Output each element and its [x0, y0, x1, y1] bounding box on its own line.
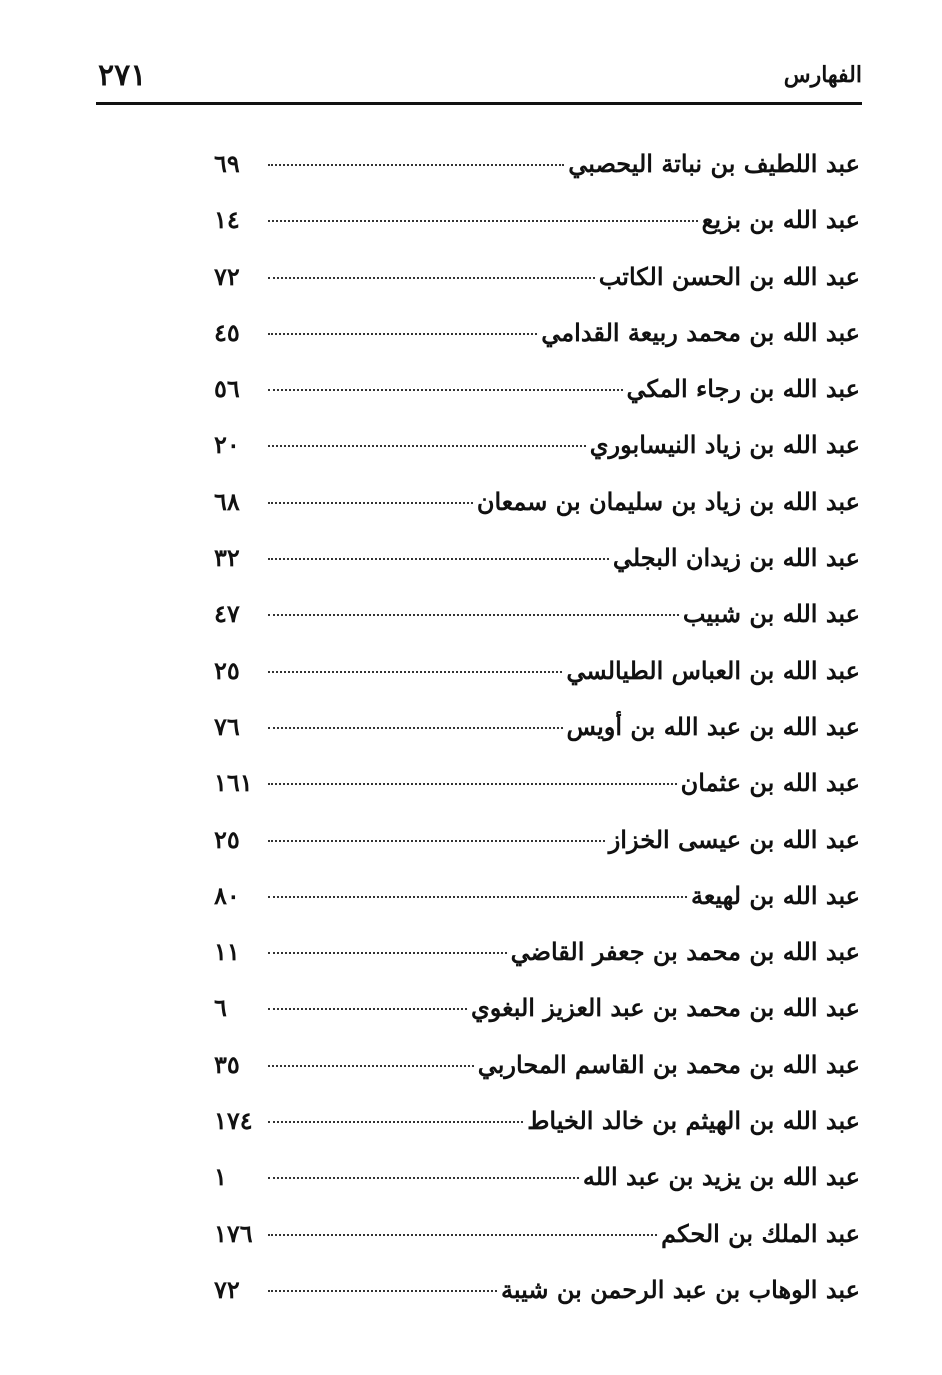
index-entry — [214, 643, 860, 699]
entry-page-number: ٤٧ — [214, 599, 240, 629]
entry-name: عبد الله بن الحسن الكاتب — [598, 261, 860, 291]
entry-name: عبد الله بن محمد بن القاسم المحاربي — [477, 1049, 860, 1079]
entry-page-number: ١٦١ — [214, 768, 253, 798]
index-entry — [214, 192, 860, 248]
entry-page-number: ٦٨ — [214, 486, 240, 516]
index-entry — [214, 361, 860, 417]
entry-name: عبد الله بن محمد ربيعة القدامي — [541, 317, 860, 347]
index-entry-list — [214, 136, 860, 1318]
header-title: الفهارس — [783, 62, 862, 88]
entry-name: عبد الله بن العباس الطيالسي — [566, 655, 860, 685]
entry-page-number: ٥٦ — [214, 374, 240, 404]
dot-leader — [268, 614, 679, 616]
index-entry — [214, 924, 860, 980]
dot-leader — [268, 783, 677, 785]
index-entry — [214, 136, 860, 192]
dot-leader — [268, 1290, 497, 1292]
dot-leader — [268, 952, 507, 954]
entry-name: عبد الله بن يزيد بن عبد الله — [582, 1162, 860, 1192]
entry-name: عبد الله بن رجاء المكي — [626, 374, 860, 404]
entry-name: عبد الله بن محمد بن جعفر القاضي — [510, 937, 860, 967]
dot-leader — [268, 1121, 523, 1123]
dot-leader — [268, 1234, 657, 1236]
index-entry — [214, 1149, 860, 1205]
index-entry — [214, 474, 860, 530]
entry-name: عبد الله بن لهيعة — [690, 880, 860, 910]
dot-leader — [268, 671, 562, 673]
index-entry — [214, 305, 860, 361]
entry-name: عبد الله بن بزيع — [701, 205, 860, 235]
index-entry — [214, 417, 860, 473]
entry-page-number: ١٧٤ — [214, 1106, 253, 1136]
entry-name: عبد الله بن زياد بن سليمان بن سمعان — [476, 486, 860, 516]
entry-page-number: ٤٥ — [214, 317, 240, 347]
entry-page-number: ١ — [214, 1162, 227, 1192]
dot-leader — [268, 1177, 579, 1179]
dot-leader — [268, 502, 473, 504]
entry-name: عبد الله بن الهيثم بن خالد الخياط — [527, 1106, 860, 1136]
page-header — [96, 58, 862, 105]
entry-name: عبد الله بن محمد بن عبد العزيز البغوي — [470, 993, 860, 1023]
entry-page-number: ٢٥ — [214, 655, 240, 685]
index-entry — [214, 530, 860, 586]
entry-page-number: ٧٢ — [214, 1274, 240, 1304]
index-entry — [214, 249, 860, 305]
entry-page-number: ١١ — [214, 937, 240, 967]
index-entry — [214, 1206, 860, 1262]
dot-leader — [268, 220, 698, 222]
entry-page-number: ٢٥ — [214, 824, 240, 854]
entry-page-number: ٨٠ — [214, 880, 240, 910]
entry-page-number: ٧٢ — [214, 261, 240, 291]
dot-leader — [268, 445, 586, 447]
dot-leader — [268, 164, 564, 166]
entry-page-number: ٣٢ — [214, 543, 240, 573]
dot-leader — [268, 1008, 467, 1010]
entry-page-number: ٣٥ — [214, 1049, 240, 1079]
index-entry — [214, 586, 860, 642]
dot-leader — [268, 389, 623, 391]
entry-name: عبد اللطيف بن نباتة اليحصبي — [568, 149, 860, 178]
index-entry — [214, 1037, 860, 1093]
index-entry — [214, 812, 860, 868]
entry-name: عبد الله بن عثمان — [680, 768, 860, 798]
index-entry — [214, 1093, 860, 1149]
entry-page-number: ٦ — [214, 993, 227, 1023]
dot-leader — [268, 558, 609, 560]
entry-name: عبد الله بن زيدان البجلي — [612, 543, 860, 573]
index-entry — [214, 1262, 860, 1318]
header-page-number: ٢٧١ — [98, 58, 147, 93]
entry-page-number: ٦٩ — [214, 149, 240, 178]
entry-page-number: ١٤ — [214, 205, 240, 235]
dot-leader — [268, 1065, 474, 1067]
entry-name: عبد الملك بن الحكم — [661, 1218, 860, 1248]
entry-page-number: ١٧٦ — [214, 1218, 253, 1248]
entry-page-number: ٢٠ — [214, 430, 240, 460]
dot-leader — [268, 277, 595, 279]
entry-name: عبد الله بن زياد النيسابوري — [589, 430, 860, 460]
entry-page-number: ٧٦ — [214, 711, 240, 741]
index-entry — [214, 980, 860, 1036]
index-entry — [214, 699, 860, 755]
index-entry — [214, 868, 860, 924]
dot-leader — [268, 840, 605, 842]
dot-leader — [268, 727, 563, 729]
dot-leader — [268, 333, 537, 335]
entry-name: عبد الله بن عيسى الخزاز — [608, 824, 860, 854]
index-entry — [214, 755, 860, 811]
dot-leader — [268, 896, 687, 898]
entry-name: عبد الوهاب بن عبد الرحمن بن شيبة — [501, 1274, 860, 1304]
entry-name: عبد الله بن شبيب — [682, 599, 860, 629]
entry-name: عبد الله بن عبد الله بن أويس — [566, 711, 860, 741]
